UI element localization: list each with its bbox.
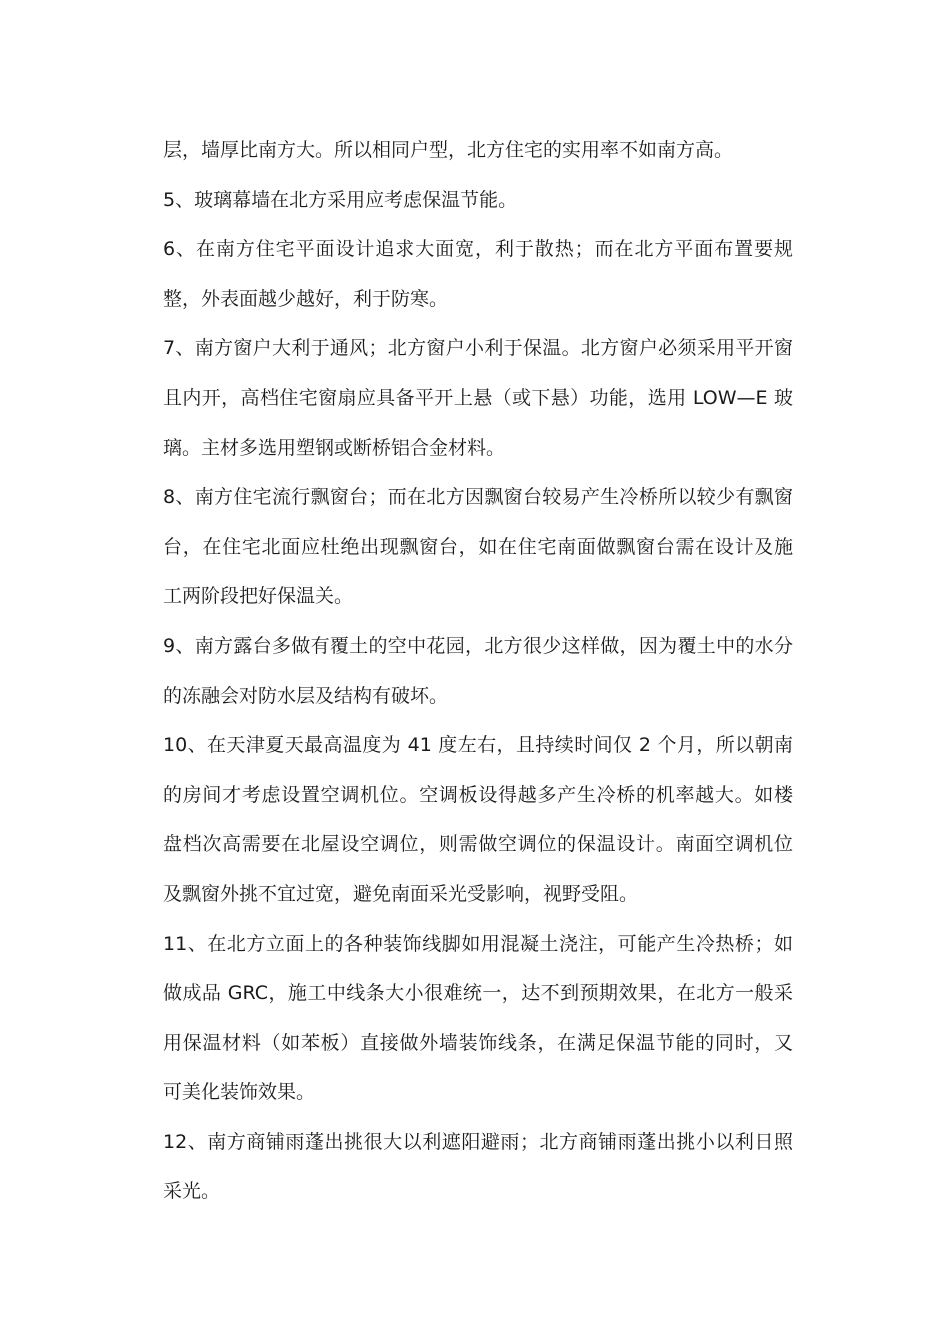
text-line: 盘档次高需要在北屋设空调位，则需做空调位的保温设计。南面空调机位 (163, 833, 793, 856)
text-line: 及飘窗外挑不宜过宽，避免南面采光受影响，视野受阻。 (163, 882, 639, 905)
text-line: 9、南方露台多做有覆土的空中花园，北方很少这样做，因为覆土中的水分 (163, 634, 793, 657)
document-body (163, 131, 793, 1222)
text-line: 的冻融会对防水层及结构有破坏。 (163, 684, 449, 707)
text-line: 璃。主材多选用塑钢或断桥铝合金材料。 (163, 436, 506, 459)
text-line: 6、在南方住宅平面设计追求大面宽，利于散热；而在北方平面布置要规 (163, 238, 793, 261)
text-line: 10、在天津夏天最高温度为 41 度左右，且持续时间仅 2 个月，所以朝南 (163, 734, 793, 757)
text-line: 12、南方商铺雨蓬出挑很大以利遮阳避雨；北方商铺雨蓬出挑小以利日照 (163, 1130, 793, 1153)
text-line: 工两阶段把好保温关。 (163, 585, 354, 608)
text-line: 做成品 GRC，施工中线条大小很难统一，达不到预期效果，在北方一般采 (163, 982, 793, 1005)
text-line: 7、南方窗户大利于通风；北方窗户小利于保温。北方窗户必须采用平开窗 (163, 337, 793, 360)
text-line: 8、南方住宅流行飘窗台；而在北方因飘窗台较易产生冷桥所以较少有飘窗 (163, 486, 793, 509)
text-line: 5、玻璃幕墙在北方采用应考虑保温节能。 (163, 188, 518, 211)
text-line: 台，在住宅北面应杜绝出现飘窗台，如在住宅南面做飘窗台需在设计及施 (163, 535, 793, 558)
text-line: 可美化装饰效果。 (163, 1081, 316, 1104)
text-line: 层，墙厚比南方大。所以相同户型，北方住宅的实用率不如南方高。 (163, 139, 734, 161)
text-line: 且内开，高档住宅窗扇应具备平开上悬（或下悬）功能，选用 LOW—E 玻 (163, 386, 793, 409)
text-line: 用保温材料（如苯板）直接做外墙装饰线条，在满足保温节能的同时，又 (163, 1031, 793, 1054)
text-line: 的房间才考虑设置空调机位。空调板设得越多产生冷桥的机率越大。如楼 (163, 783, 793, 806)
text-line: 11、在北方立面上的各种装饰线脚如用混凝土浇注，可能产生冷热桥；如 (163, 932, 793, 955)
text-line: 整，外表面越少越好，利于防寒。 (163, 287, 449, 310)
text-line: 采光。 (163, 1180, 221, 1203)
